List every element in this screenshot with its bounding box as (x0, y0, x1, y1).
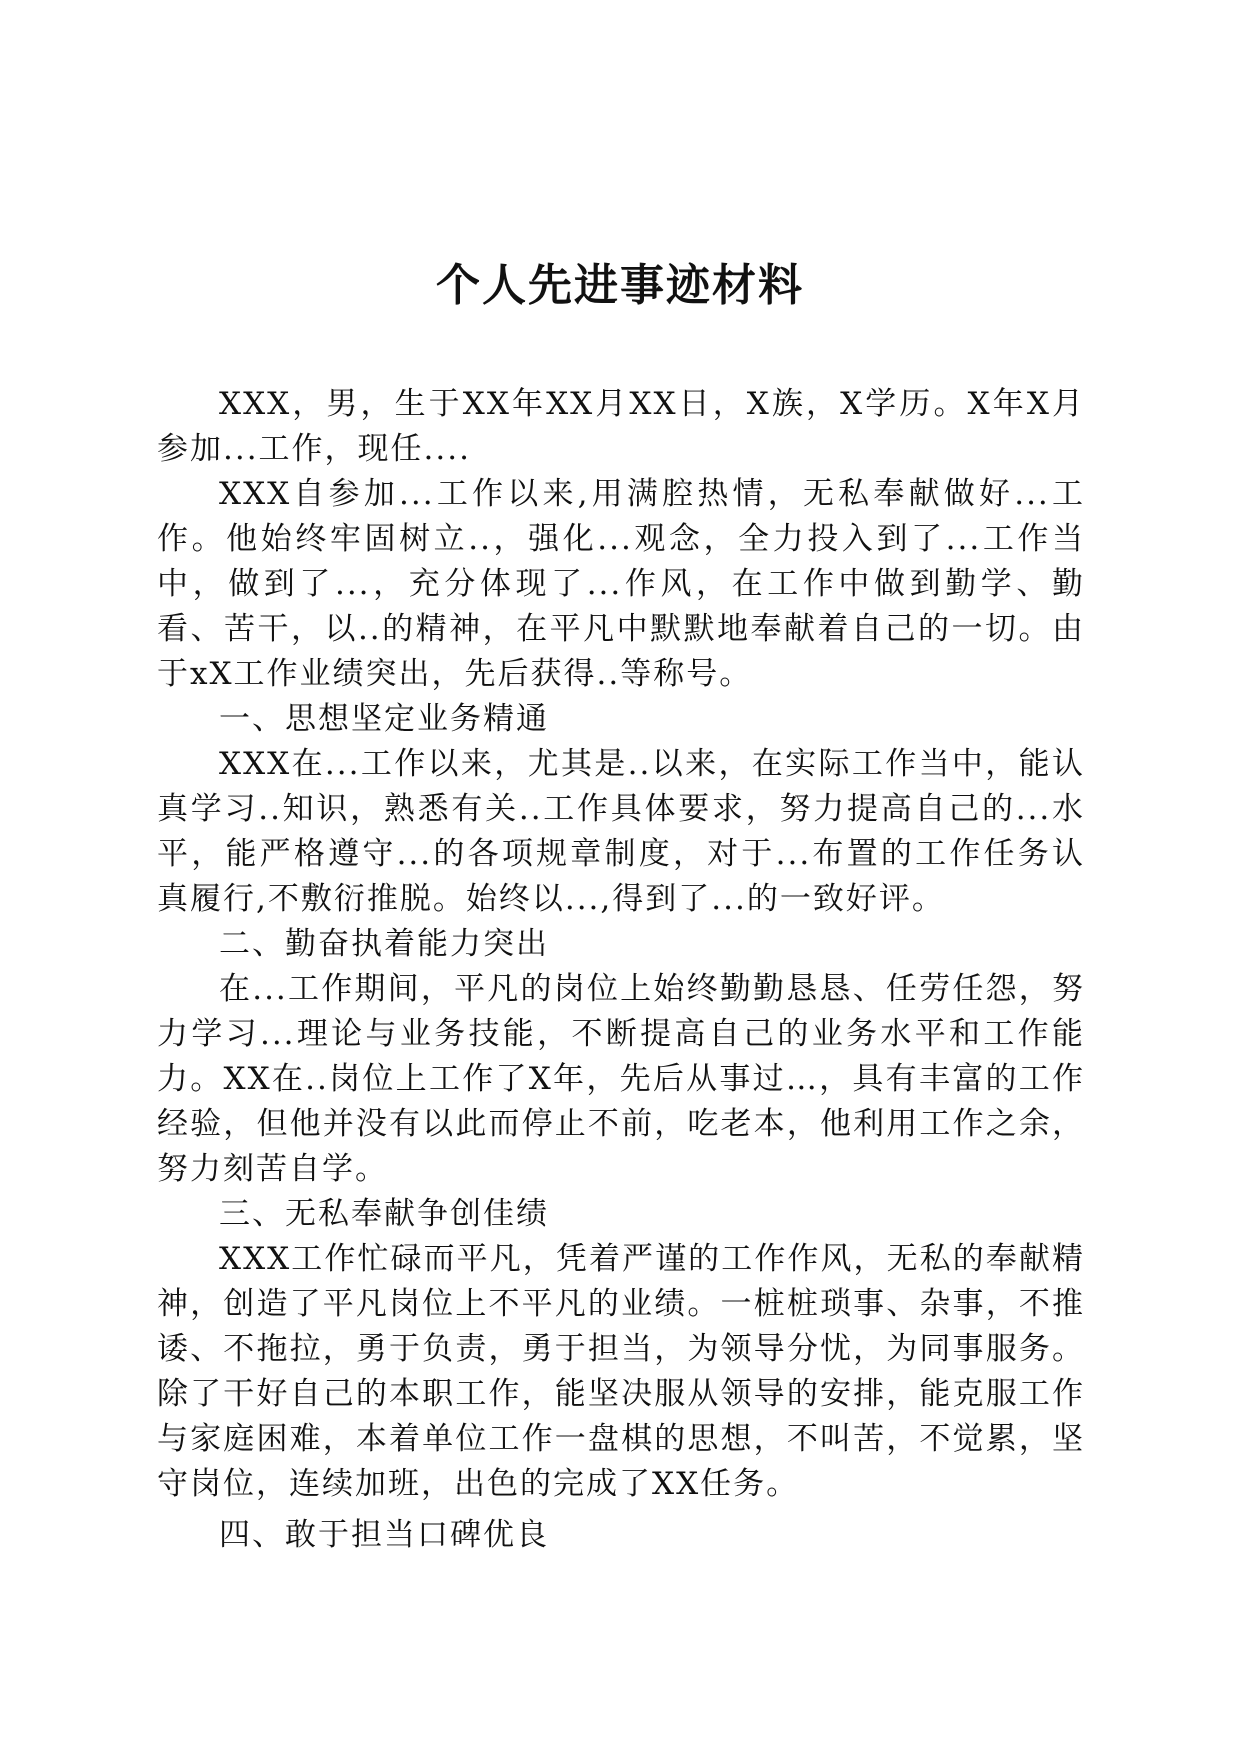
document-title: 个人先进事迹材料 (436, 260, 804, 311)
section-heading-4: 四、敢于担当口碑优良 (219, 1517, 549, 1553)
section-3-paragraph: XXX工作忙碌而平凡，凭着严谨的工作作风，无私的奉献精神，创造了平凡岗位上不平凡的业绩。一桩桩琐事、杂事，不推诿、不拖拉，勇于负责，勇于担当，为领导分忧，为同事服务。除了干好自己的本职工作，能坚决服从领导的安排，能克服工作与家庭困难，本着单位工作一盘棋的思想，不叫苦，不觉累，坚守岗位，连续加班，出色的完成了XX任务。 (157, 1241, 1085, 1502)
section-heading-2: 二、勤奋执着能力突出 (219, 926, 549, 962)
section-1-paragraph: XXX在...工作以来，尤其是..以来，在实际工作当中，能认真学习..知识，熟悉有关..工作具体要求，努力提高自己的...水平，能严格遵守...的各项规章制度，对于...布置的工作任务认真履行,不敷衍推脱。始终以...,得到了...的一致好评。 (157, 746, 1085, 917)
section-heading-1: 一、思想坚定业务精通 (219, 701, 549, 737)
section-2-paragraph: 在...工作期间，平凡的岗位上始终勤勤恳恳、任劳任怨，努力学习...理论与业务技能，不断提高自己的业务水平和工作能力。XX在..岗位上工作了X年，先后从事过…，具有丰富的工作经验，但他并没有以此而停止不前，吃老本，他利用工作之余，努力刻苦自学。 (157, 971, 1085, 1187)
summary-paragraph: XXX自参加...工作以来,用满腔热情，无私奉献做好...工作。他始终牢固树立..，强化...观念，全力投入到了...工作当中，做到了...，充分体现了...作风，在工作中做到勤学、勤看、苦干，以..的精神，在平凡中默默地奉献着自己的一切。由于xX工作业绩突出，先后获得..等称号。 (157, 476, 1085, 692)
section-heading-3: 三、无私奉献争创佳绩 (219, 1196, 549, 1232)
intro-paragraph: XXX，男，生于XX年XX月XX日，X族，X学历。X年X月参加...工作，现任.... (157, 386, 1085, 467)
document-body (157, 382, 1085, 1558)
